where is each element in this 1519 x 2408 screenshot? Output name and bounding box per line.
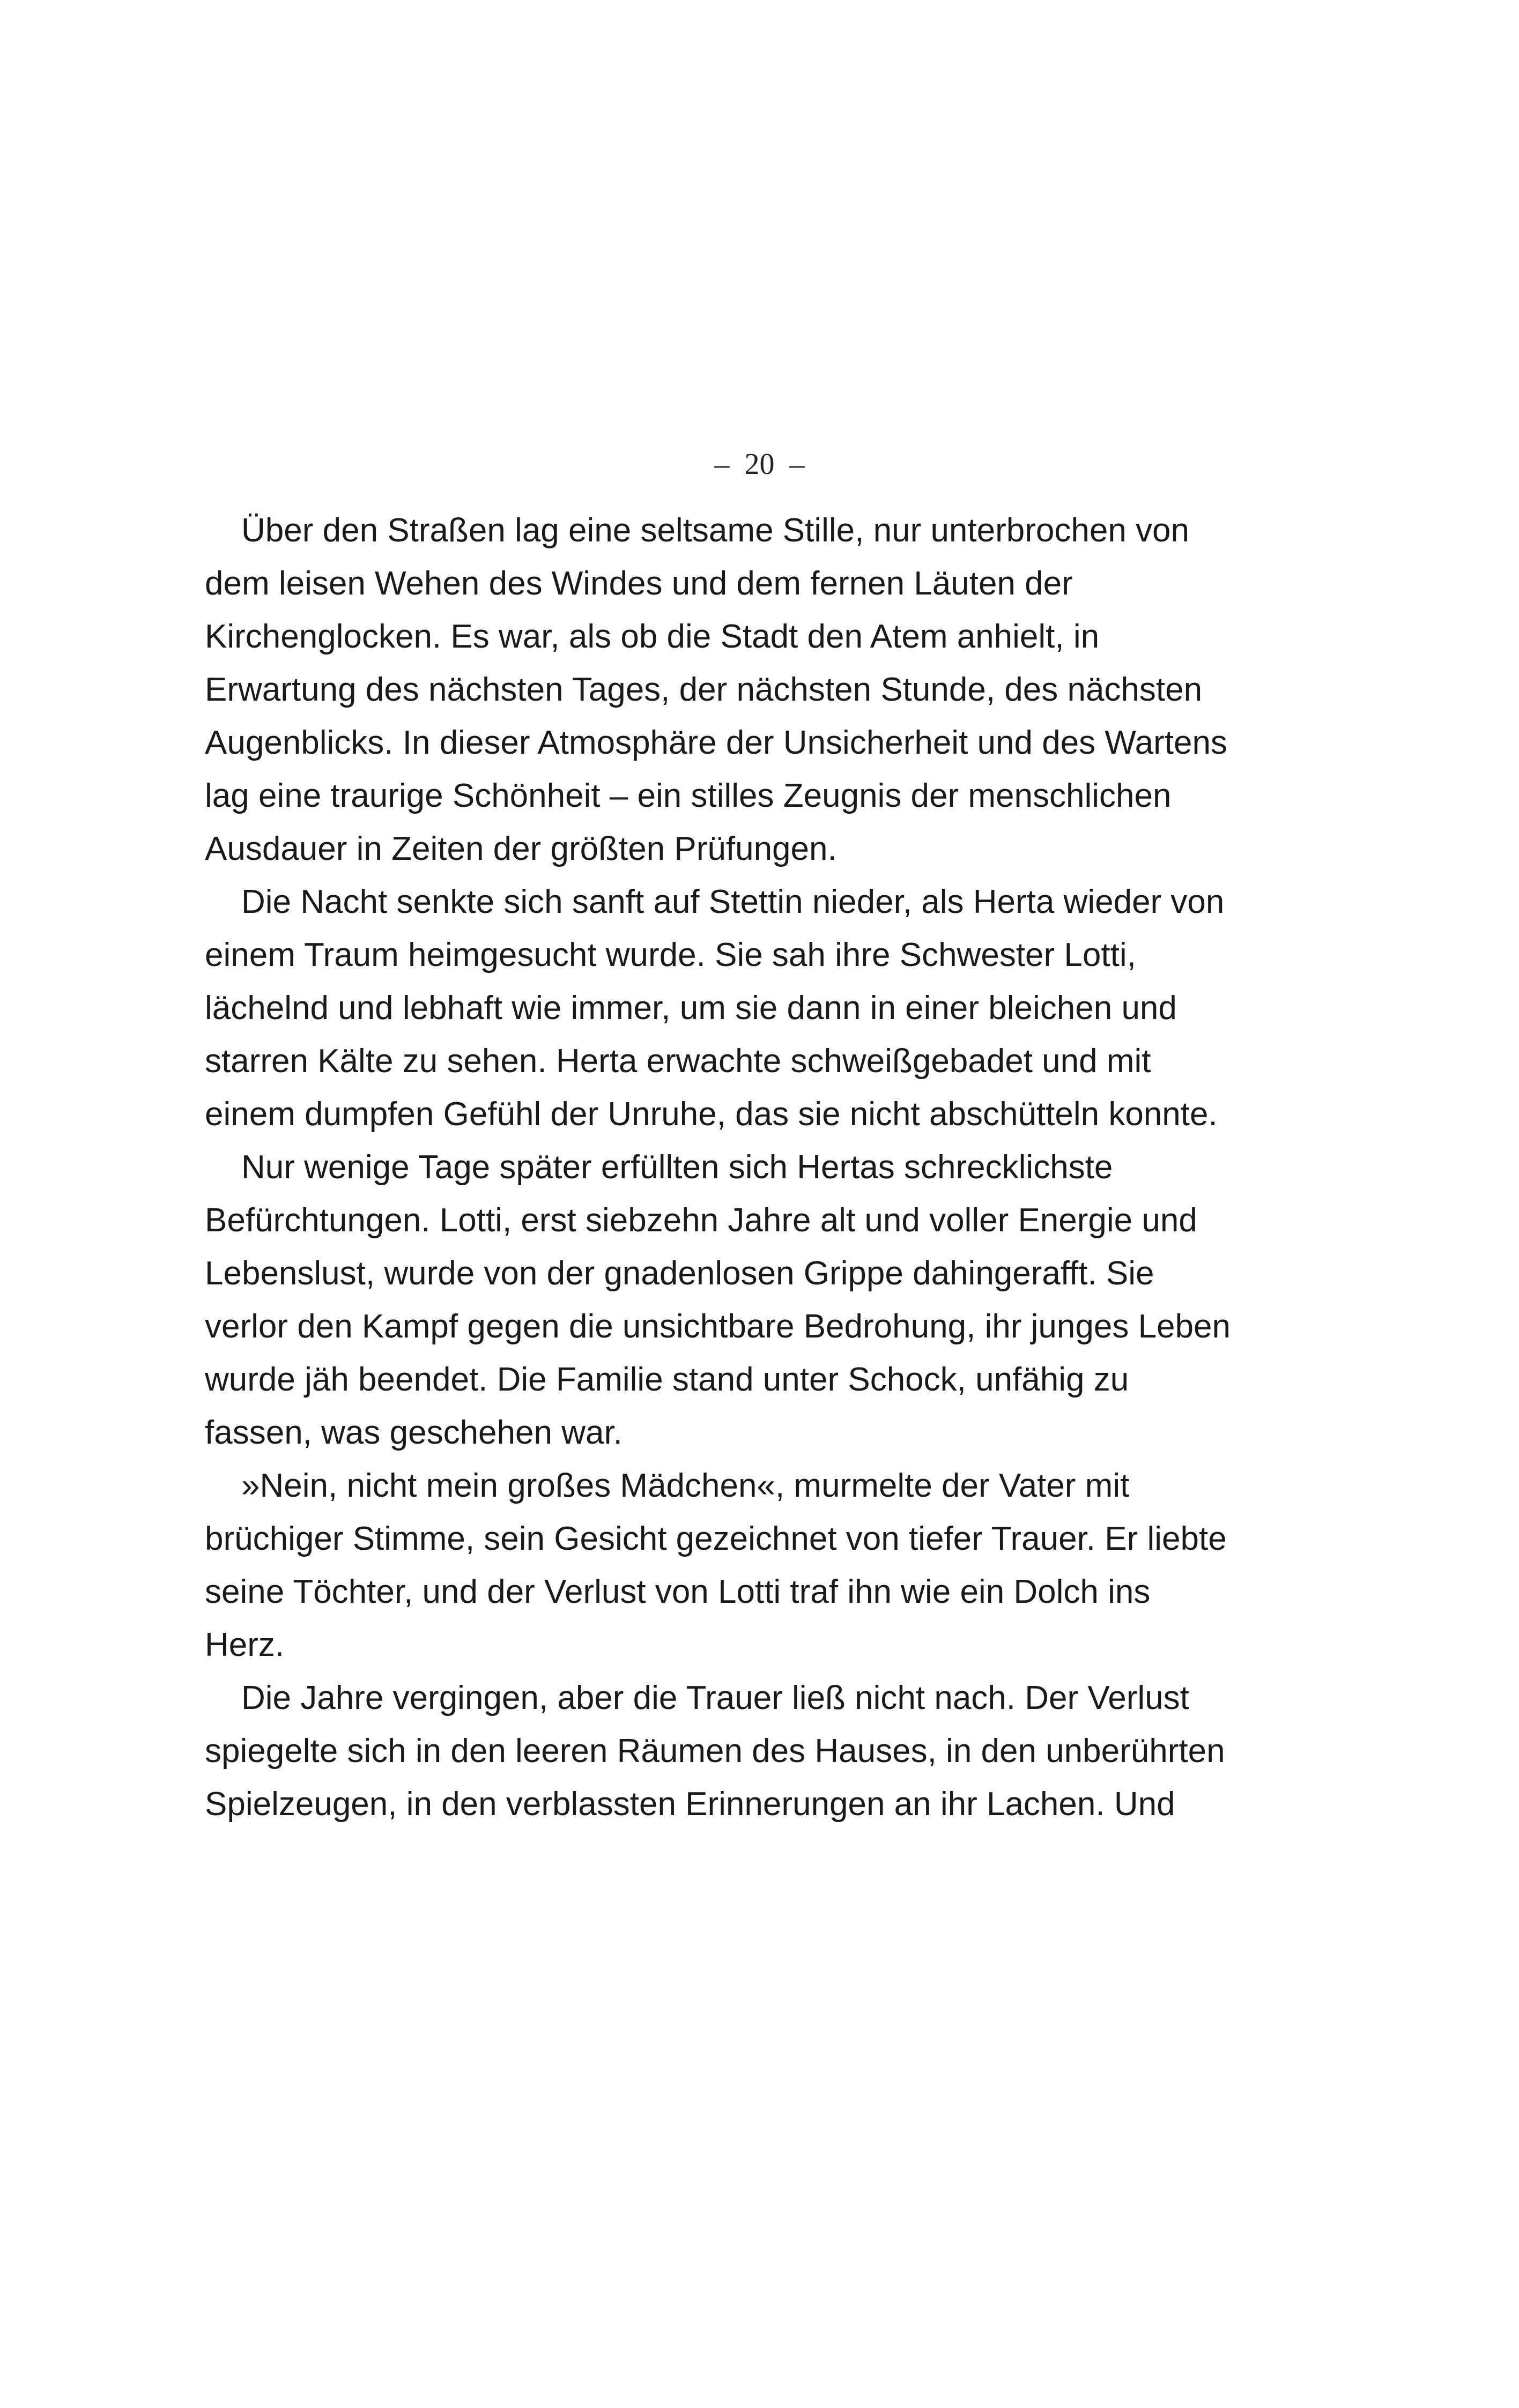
text-line: seine Töchter, und der Verlust von Lotti traf ihn wie ein Dolch ins xyxy=(205,1573,1151,1610)
text-line: lag eine traurige Schönheit – ein stilles Zeugnis der menschlichen xyxy=(205,777,1172,814)
text-line: Herz. xyxy=(205,1626,285,1663)
body-text xyxy=(205,504,1320,1831)
text-line: brüchiger Stimme, sein Gesicht gezeichnet von tiefer Trauer. Er liebte xyxy=(205,1520,1227,1557)
text-line: starren Kälte zu sehen. Herta erwachte schweißgebadet und mit xyxy=(205,1043,1151,1080)
text-line: Über den Straßen lag eine seltsame Stille, nur unterbrochen von xyxy=(241,512,1189,549)
text-line: Ausdauer in Zeiten der größten Prüfungen. xyxy=(205,830,837,867)
paragraph xyxy=(205,875,1320,1141)
page-number-dash-left: – xyxy=(714,448,745,481)
text-line: »Nein, nicht mein großes Mädchen«, murmelte der Vater mit xyxy=(241,1467,1130,1504)
text-line: Erwartung des nächsten Tages, der nächsten Stunde, des nächsten xyxy=(205,671,1203,708)
text-line: einem Traum heimgesucht wurde. Sie sah ihre Schwester Lotti, xyxy=(205,937,1136,973)
text-line: Augenblicks. In dieser Atmosphäre der Unsicherheit und des Wartens xyxy=(205,724,1227,761)
text-line: Die Nacht senkte sich sanft auf Stettin nieder, als Herta wieder von xyxy=(241,883,1225,920)
text-line: wurde jäh beendet. Die Familie stand unter Schock, unfähig zu xyxy=(205,1361,1129,1398)
text-line: lächelnd und lebhaft wie immer, um sie dann in einer bleichen und xyxy=(205,990,1177,1027)
paragraph xyxy=(205,1671,1320,1831)
text-line: einem dumpfen Gefühl der Unruhe, das sie nicht abschütteln konnte. xyxy=(205,1096,1218,1133)
paragraph xyxy=(205,1141,1320,1459)
text-line: Lebenslust, wurde von der gnadenlosen Grippe dahingerafft. Sie xyxy=(205,1255,1154,1292)
page-number-value: 20 xyxy=(744,448,775,481)
page-number xyxy=(0,443,1519,486)
text-line: Nur wenige Tage später erfüllten sich Hertas schrecklichste xyxy=(241,1149,1113,1186)
text-line: Die Jahre vergingen, aber die Trauer ließ nicht nach. Der Verlust xyxy=(241,1679,1189,1716)
text-line: dem leisen Wehen des Windes und dem fernen Läuten der xyxy=(205,565,1073,602)
text-line: Kirchenglocken. Es war, als ob die Stadt den Atem anhielt, in xyxy=(205,618,1100,655)
page-number-dash-right: – xyxy=(774,448,805,481)
text-line: Spielzeugen, in den verblassten Erinnerungen an ihr Lachen. Und xyxy=(205,1786,1175,1823)
text-line: spiegelte sich in den leeren Räumen des Hauses, in den unberührten xyxy=(205,1733,1225,1770)
paragraph xyxy=(205,504,1320,875)
text-line: fassen, was geschehen war. xyxy=(205,1414,623,1451)
text-line: verlor den Kampf gegen die unsichtbare Bedrohung, ihr junges Leben xyxy=(205,1308,1231,1345)
paragraph xyxy=(205,1459,1320,1671)
text-line: Befürchtungen. Lotti, erst siebzehn Jahre alt und voller Energie und xyxy=(205,1202,1197,1239)
